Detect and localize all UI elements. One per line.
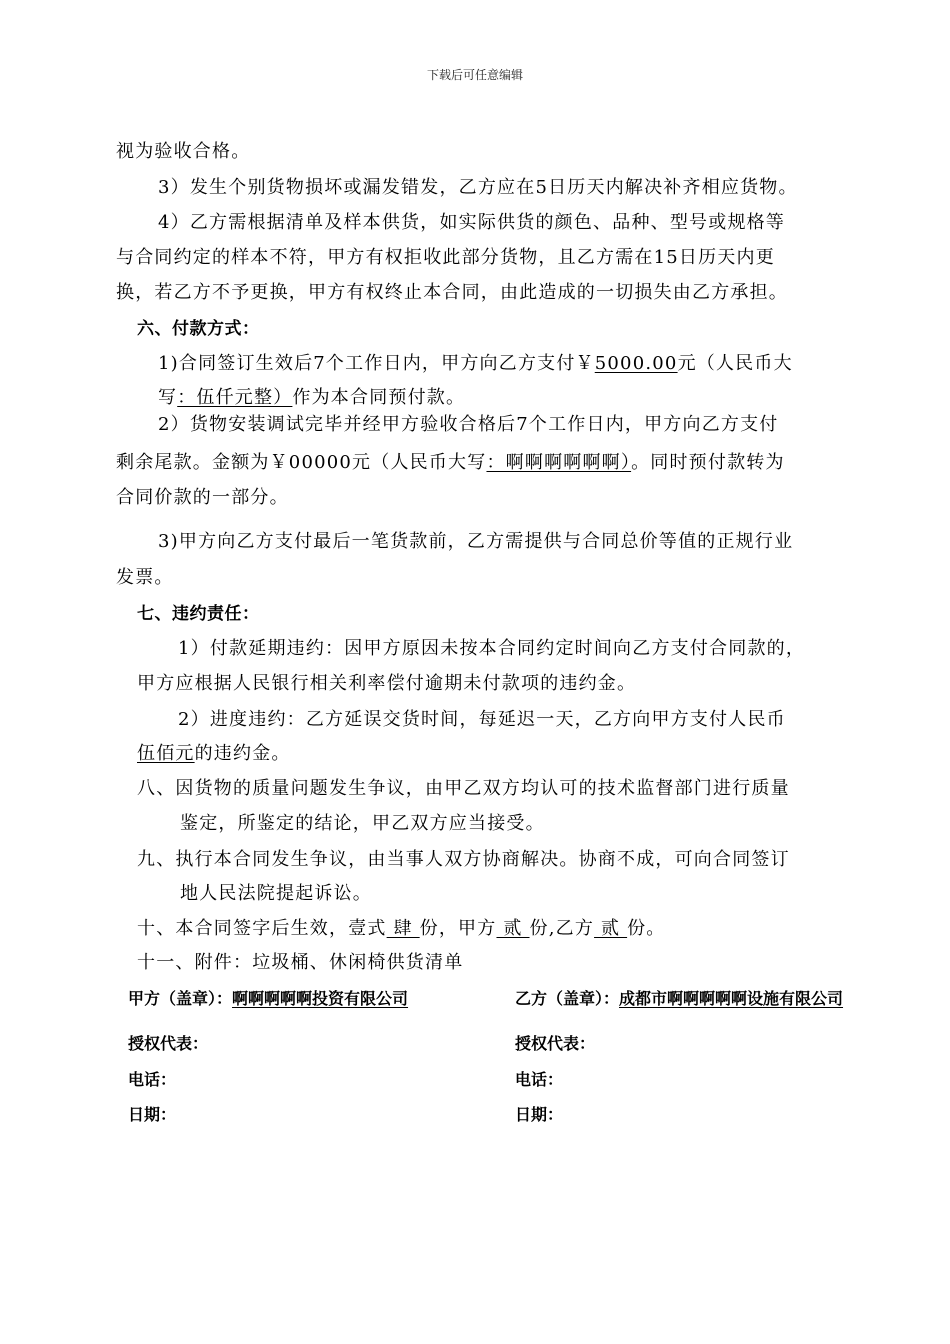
text-span: 份,乙方	[529, 918, 595, 939]
party-b-date-label: 日期：	[515, 1105, 564, 1124]
paragraph-line: 与合同约定的样本不符，甲方有权拒收此部分货物，且乙方需在15日历天内更	[116, 247, 775, 268]
paragraph-line: 九、执行本合同发生争议，由当事人双方协商解决。协商不成，可向合同签订	[137, 849, 790, 870]
paragraph-line: 视为验收合格。	[116, 141, 251, 162]
paragraph-line: 2）进度违约：乙方延误交货时间，每延迟一天，乙方向甲方支付人民币	[178, 709, 786, 730]
paragraph-line: 3)甲方向乙方支付最后一笔货款前，乙方需提供与合同总价等值的正规行业	[158, 531, 794, 552]
party-b-label: 乙方（盖章）：	[515, 989, 620, 1008]
balance-amount-words: ：啊啊啊啊啊啊）	[486, 452, 632, 473]
text-span: 写	[158, 387, 178, 408]
text-span: 1)合同签订生效后7个工作日内，甲方向乙方支付￥	[158, 353, 595, 374]
text-span: 十、本合同签字后生效，壹式	[137, 918, 387, 939]
paragraph-line: 换，若乙方不予更换，甲方有权终止本合同，由此造成的一切损失由乙方承担。	[116, 282, 788, 303]
paragraph-line	[137, 917, 666, 941]
party-b-rep-label: 授权代表：	[515, 1034, 596, 1053]
paragraph-line: 八、因货物的质量问题发生争议，由甲乙双方均认可的技术监督部门进行质量	[137, 778, 790, 799]
copies-party-a: 贰	[496, 918, 530, 939]
penalty-amount: 伍佰元	[137, 743, 195, 764]
paragraph-line: 合同价款的一部分。	[116, 487, 289, 508]
page-header: 下载后可任意编辑	[426, 68, 523, 82]
paragraph-line	[158, 352, 793, 376]
paragraph-line: 鉴定，所鉴定的结论，甲乙双方应当接受。	[180, 813, 545, 834]
paragraph-line: 发票。	[116, 567, 174, 588]
prepayment-amount-words: ：伍仟元整）	[177, 387, 293, 408]
party-b-seal	[515, 986, 843, 1009]
paragraph-line: 2）货物安装调试完毕并经甲方验收合格后7个工作日内，甲方向乙方支付	[158, 414, 779, 435]
party-b-name: 成都市啊啊啊啊啊设施有限公司	[619, 989, 844, 1008]
paragraph-line	[137, 742, 291, 766]
section-heading: 七、违约责任：	[137, 604, 260, 624]
text-span: 作为本合同预付款。	[292, 387, 466, 408]
text-span: 。同时预付款转为	[631, 452, 785, 473]
paragraph-line: 十一、附件：垃圾桶、休闲椅供货清单	[137, 952, 464, 973]
party-a-name: 啊啊啊啊啊投资有限公司	[232, 989, 409, 1008]
party-a-date-label: 日期：	[128, 1105, 177, 1124]
paragraph-line: 3）发生个别货物损坏或漏发错发，乙方应在5日历天内解决补齐相应货物。	[158, 177, 798, 198]
prepayment-amount: 5000.00	[594, 353, 678, 374]
party-b-phone-label: 电话：	[515, 1070, 564, 1089]
copies-total: 肆	[386, 918, 420, 939]
paragraph-line	[158, 386, 465, 410]
section-heading: 六、付款方式：	[137, 319, 260, 339]
party-a-label: 甲方（盖章）：	[128, 989, 233, 1008]
paragraph-line	[116, 451, 785, 475]
copies-party-b: 贰	[594, 918, 628, 939]
text-span: 的违约金。	[194, 743, 291, 764]
text-span: 元（人民币大	[677, 353, 793, 374]
party-a-seal	[128, 986, 408, 1009]
party-a-phone-label: 电话：	[128, 1070, 177, 1089]
paragraph-line: 甲方应根据人民银行相关利率偿付逾期未付款项的违约金。	[137, 673, 637, 694]
text-span: 剩余尾款。金额为￥00000元（人民币大写	[116, 452, 487, 473]
party-a-rep-label: 授权代表：	[128, 1034, 209, 1053]
paragraph-line: 地人民法院提起诉讼。	[180, 883, 372, 904]
paragraph-line: 1）付款延期违约：因甲方原因未按本合同约定时间向乙方支付合同款的，	[178, 638, 806, 659]
text-span: 份。	[627, 918, 666, 939]
paragraph-line: 4）乙方需根据清单及样本供货，如实际供货的颜色、品种、型号或规格等	[158, 212, 786, 233]
text-span: 份，甲方	[419, 918, 497, 939]
